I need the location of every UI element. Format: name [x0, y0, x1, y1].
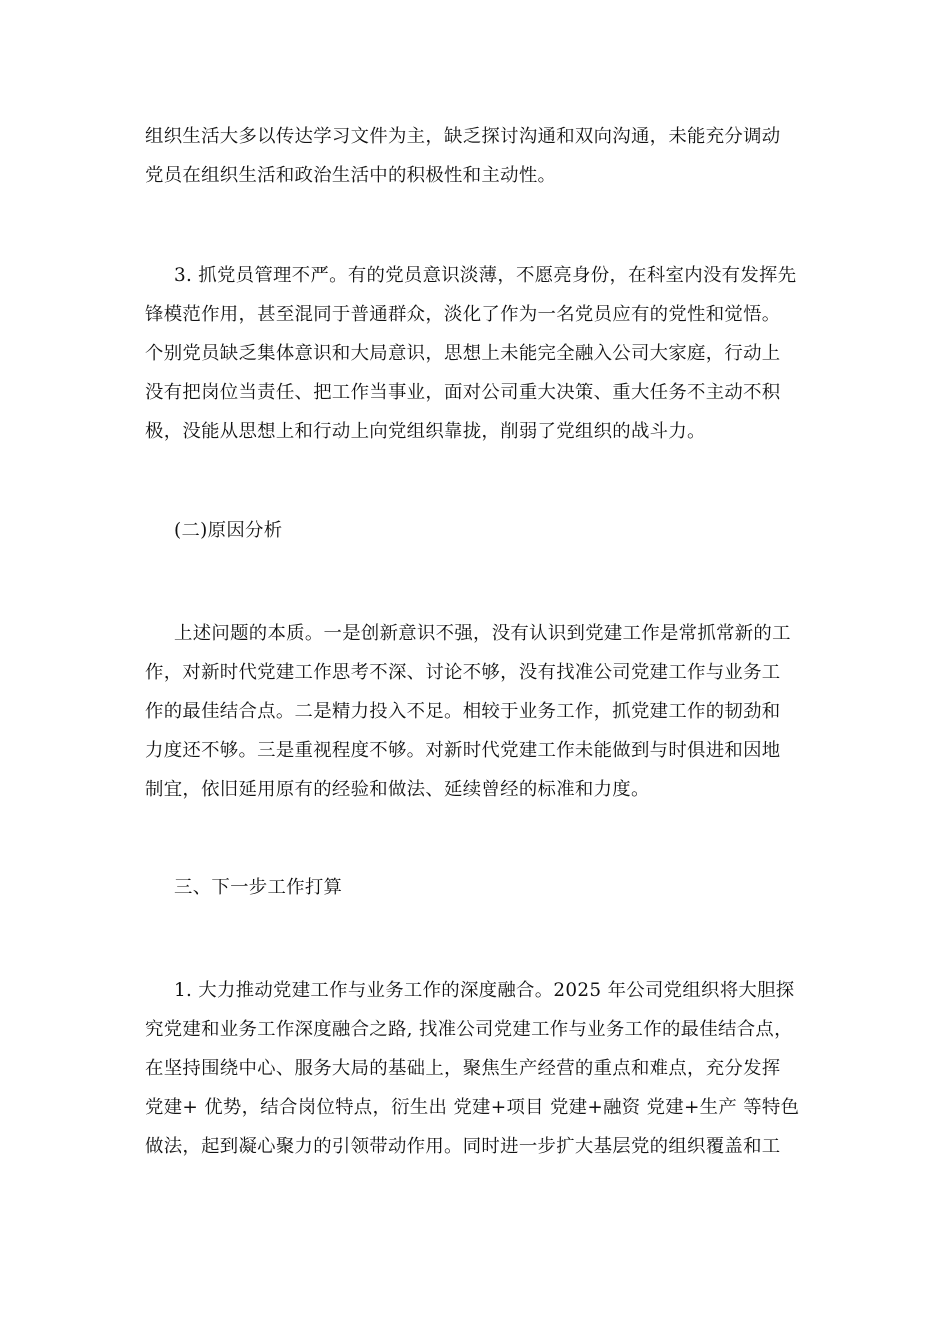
text-line: 制宜，依旧延用原有的经验和做法、延续曾经的标准和力度。	[145, 779, 650, 800]
text-line: 极，没能从思想上和行动上向党组织靠拢，削弱了党组织的战斗力。	[145, 421, 706, 442]
text-line: 三、下一步工作打算	[174, 877, 343, 898]
text-line: 组织生活大多以传达学习文件为主，缺乏探讨沟通和双向沟通，未能充分调动	[145, 126, 781, 147]
text-line: 没有把岗位当责任、把工作当事业，面对公司重大决策、重大任务不主动不积	[145, 382, 781, 403]
paragraph-problem-essence	[145, 614, 810, 809]
paragraph-deep-integration	[145, 971, 810, 1166]
text-line: 3. 抓党员管理不严。有的党员意识淡薄，不愿亮身份，在科室内没有发挥先	[174, 265, 797, 286]
text-line: (二)原因分析	[174, 520, 283, 541]
section-heading-cause-analysis	[145, 511, 810, 550]
section-heading-next-steps	[145, 868, 810, 907]
text-line: 究党建和业务工作深度融合之路, 找准公司党建工作与业务工作的最佳结合点，	[145, 1019, 793, 1040]
paragraph-member-management	[145, 256, 810, 451]
text-line: 党员在组织生活和政治生活中的积极性和主动性。	[145, 165, 557, 186]
text-line: 在坚持围绕中心、服务大局的基础上，聚焦生产经营的重点和难点，充分发挥	[145, 1058, 781, 1079]
text-line: 上述问题的本质。一是创新意识不强，没有认识到党建工作是常抓常新的工	[174, 623, 791, 644]
text-line: 力度还不够。三是重视程度不够。对新时代党建工作未能做到与时俱进和因地	[145, 740, 781, 761]
text-line: 党建+ 优势，结合岗位特点，衍生出 党建+项目 党建+融资 党建+生产 等特色	[145, 1097, 800, 1118]
text-line: 个别党员缺乏集体意识和大局意识，思想上未能完全融入公司大家庭，行动上	[145, 343, 781, 364]
text-line: 作的最佳结合点。二是精力投入不足。相较于业务工作，抓党建工作的韧劲和	[145, 701, 781, 722]
text-line: 1. 大力推动党建工作与业务工作的深度融合。2025 年公司党组织将大胆探	[174, 980, 795, 1001]
paragraph-organization-life	[145, 117, 810, 195]
text-line: 锋模范作用，甚至混同于普通群众，淡化了作为一名党员应有的党性和觉悟。	[145, 304, 781, 325]
text-line: 做法，起到凝心聚力的引领带动作用。同时进一步扩大基层党的组织覆盖和工	[145, 1136, 781, 1157]
text-line: 作，对新时代党建工作思考不深、讨论不够，没有找准公司党建工作与业务工	[145, 662, 781, 683]
